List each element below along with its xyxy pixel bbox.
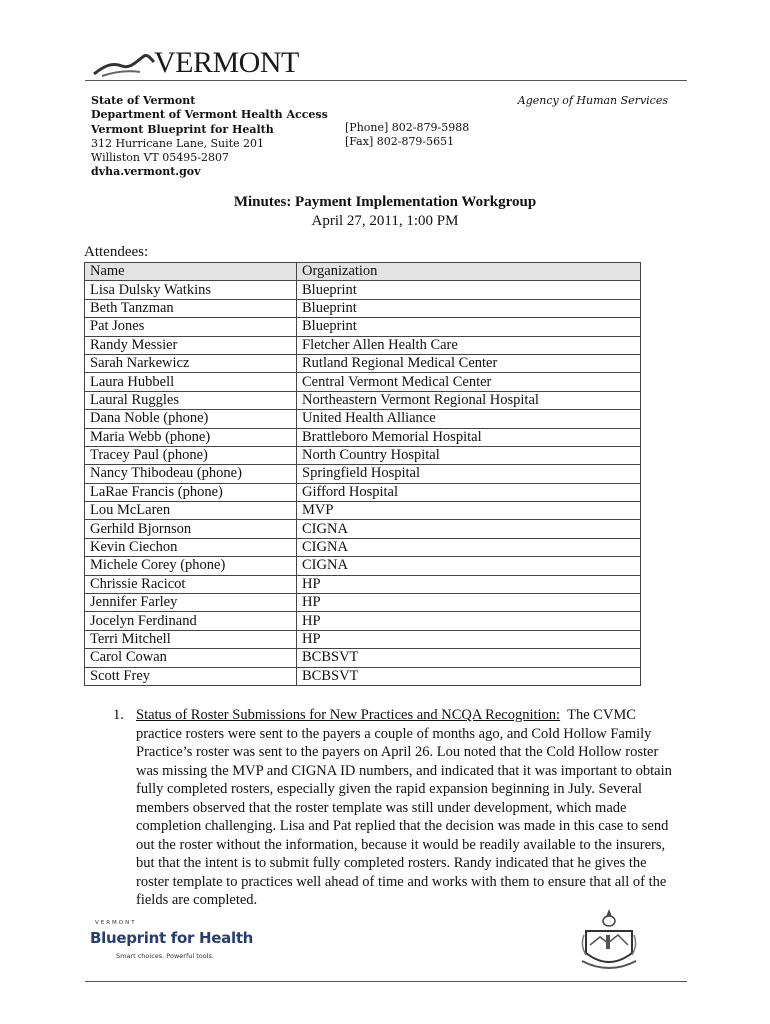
table-row [85, 630, 641, 648]
table-row [85, 336, 641, 354]
attendee-organization: CIGNA [297, 520, 641, 538]
attendee-name: Nancy Thibodeau (phone) [85, 465, 297, 483]
attendee-name: Jocelyn Ferdinand [85, 612, 297, 630]
letterhead-address [91, 94, 328, 180]
attendee-organization: Blueprint [297, 299, 641, 317]
attendee-organization: North Country Hospital [297, 446, 641, 464]
agenda-item-1 [113, 706, 683, 910]
attendee-organization: HP [297, 630, 641, 648]
attendee-name: Dana Noble (phone) [85, 410, 297, 428]
attendees-table [84, 262, 641, 686]
table-row [85, 391, 641, 409]
table-row [85, 520, 641, 538]
attendee-name: Pat Jones [85, 318, 297, 336]
table-row [85, 612, 641, 630]
attendee-organization: Blueprint [297, 281, 641, 299]
header-organization: Organization [297, 263, 641, 281]
attendee-organization: Northeastern Vermont Regional Hospital [297, 391, 641, 409]
agency-name: Agency of Human Services [517, 94, 668, 107]
table-row [85, 465, 641, 483]
table-row [85, 538, 641, 556]
item-number: 1. [113, 707, 124, 723]
attendee-name: Carol Cowan [85, 649, 297, 667]
website: dvha.vermont.gov [91, 165, 201, 179]
item-text [136, 706, 683, 910]
header-name: Name [85, 263, 297, 281]
blueprint-logo-name: Blueprint for Health [90, 929, 254, 947]
attendee-organization: BCBSVT [297, 667, 641, 685]
table-row [85, 428, 641, 446]
attendee-organization: Springfield Hospital [297, 465, 641, 483]
state-name: State of Vermont [91, 94, 196, 107]
attendee-organization: Brattleboro Memorial Hospital [297, 428, 641, 446]
header-rule [85, 80, 687, 81]
table-row [85, 373, 641, 391]
table-row [85, 281, 641, 299]
department-name: Department of Vermont Health Access [91, 108, 328, 122]
table-row [85, 649, 641, 667]
blueprint-logo-vermont: VERMONT [95, 920, 137, 926]
attendee-name: LaRae Francis (phone) [85, 483, 297, 501]
attendee-name: Laural Ruggles [85, 391, 297, 409]
letterhead-contact [345, 121, 469, 150]
attendee-name: Michele Corey (phone) [85, 557, 297, 575]
attendee-name: Sarah Narkewicz [85, 354, 297, 372]
attendee-organization: United Health Alliance [297, 410, 641, 428]
item-body: The CVMC practice rosters were sent to the payers a couple of months ago, and Cold Hollow Family Practice’s roster was sent to the payers on April 26. Lou noted that the Cold Hollow roster was missing the MVP and CIGNA ID numbers, and indicated that it was important to obtain fully completed rosters, especially given the rapid expansion beginning in July. Several members observed that the roster template was still under development, which made completion challenging. Lisa and Pat replied that the decision was made in this case to send out the roster without the information, because it would be readily available to the insurers, but that the intent is to submit fully completed rosters. Randy indicated that he gives the roster template to practices well ahead of time and works with them to ensure that all of the fields are completed. [136, 707, 672, 908]
attendee-name: Lisa Dulsky Watkins [85, 281, 297, 299]
item-heading: Status of Roster Submissions for New Practices and NCQA Recognition: [136, 707, 561, 723]
attendee-organization: HP [297, 575, 641, 593]
attendee-organization: MVP [297, 502, 641, 520]
address-line-2: Williston VT 05495-2807 [91, 151, 229, 165]
table-row [85, 575, 641, 593]
attendee-name: Jennifer Farley [85, 594, 297, 612]
meeting-date: April 27, 2011, 1:00 PM [311, 213, 459, 229]
table-row [85, 594, 641, 612]
table-row [85, 410, 641, 428]
fax-number: [Fax] 802-879-5651 [345, 135, 455, 149]
attendee-name: Terri Mitchell [85, 630, 297, 648]
attendee-organization: BCBSVT [297, 649, 641, 667]
phone-number: [Phone] 802-879-5988 [345, 121, 470, 134]
attendee-organization: HP [297, 594, 641, 612]
attendee-name: Tracey Paul (phone) [85, 446, 297, 464]
attendee-name: Kevin Ciechon [85, 538, 297, 556]
address-line-1: 312 Hurricane Lane, Suite 201 [91, 136, 265, 150]
attendee-organization: CIGNA [297, 538, 641, 556]
footer-rule [85, 981, 687, 982]
table-row [85, 318, 641, 336]
attendee-organization: Fletcher Allen Health Care [297, 336, 641, 354]
attendee-name: Laura Hubbell [85, 373, 297, 391]
table-row [85, 667, 641, 685]
table-row [85, 446, 641, 464]
table-row [85, 502, 641, 520]
table-header-row [85, 263, 641, 281]
table-row [85, 299, 641, 317]
attendee-organization: Rutland Regional Medical Center [297, 354, 641, 372]
document-title: Minutes: Payment Implementation Workgroup [233, 194, 537, 210]
table-row [85, 354, 641, 372]
attendee-organization: HP [297, 612, 641, 630]
vermont-seal-icon [578, 905, 640, 975]
attendee-organization: Central Vermont Medical Center [297, 373, 641, 391]
table-row [85, 557, 641, 575]
attendee-organization: Gifford Hospital [297, 483, 641, 501]
attendee-name: Gerhild Bjornson [85, 520, 297, 538]
attendees-label: Attendees: [84, 244, 149, 260]
attendee-name: Scott Frey [85, 667, 297, 685]
attendee-name: Lou McLaren [85, 502, 297, 520]
attendee-name: Beth Tanzman [85, 299, 297, 317]
attendee-name: Maria Webb (phone) [85, 428, 297, 446]
attendee-name: Chrissie Racicot [85, 575, 297, 593]
blueprint-logo-tagline: Smart choices. Powerful tools. [116, 952, 214, 960]
attendee-name: Randy Messier [85, 336, 297, 354]
attendee-organization: CIGNA [297, 557, 641, 575]
table-row [85, 483, 641, 501]
attendee-organization: Blueprint [297, 318, 641, 336]
document-title-block [200, 193, 570, 231]
vermont-logo-text: VERMONT [154, 46, 299, 79]
program-name: Vermont Blueprint for Health [91, 122, 274, 136]
